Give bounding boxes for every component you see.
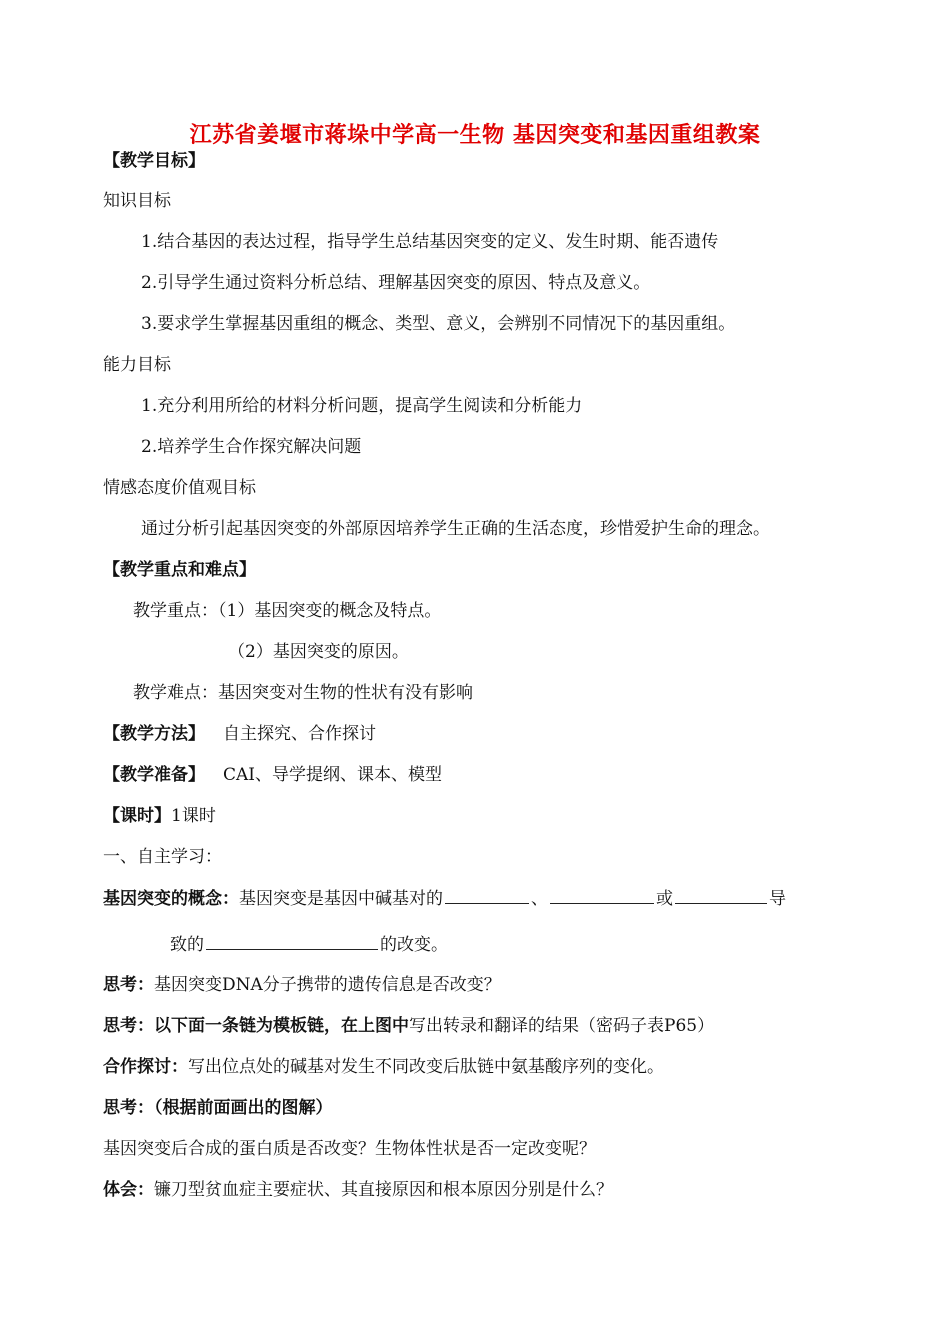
key-item: （1）基因突变的概念及特点。 (218, 601, 442, 621)
knowledge-item: 1.结合基因的表达过程，指导学生总结基因突变的定义、发生时期、能否遗传 (141, 232, 719, 252)
key-item: （2）基因突变的原因。 (228, 642, 409, 662)
fill-blank (675, 887, 767, 904)
fill-blank (445, 887, 529, 904)
knowledge-item: 3.要求学生掌握基因重组的概念、类型、意义，会辨别不同情况下的基因重组。 (141, 314, 736, 334)
think-label: 思考： (103, 975, 154, 995)
hours-text: 1课时 (171, 806, 216, 826)
emotion-text: 通过分析引起基因突变的外部原因培养学生正确的生活态度，珍惜爱护生命的理念。 (141, 519, 770, 539)
feel-text: 镰刀型贫血症主要症状、其直接原因和根本原因分别是什么？ (154, 1180, 613, 1200)
concept-label: 基因突变的概念： (103, 889, 239, 909)
fill-blank (550, 887, 654, 904)
hours-label: 【课时】 (103, 806, 171, 826)
ability-item: 1.充分利用所给的材料分析问题，提高学生阅读和分析能力 (141, 396, 583, 416)
concept-end: 的改变。 (380, 935, 448, 955)
goals-heading: 【教学目标】 (103, 151, 205, 171)
think-row (103, 974, 501, 996)
concept-row (103, 887, 786, 910)
emotion-heading: 情感态度价值观目标 (103, 478, 256, 498)
concept-separator: 或 (656, 889, 673, 909)
think-row (103, 1015, 714, 1037)
key-heading: 【教学重点和难点】 (103, 560, 256, 580)
think-heading: 思考：（根据前面画出的图解） (103, 1098, 333, 1118)
method-text: 自主探究、合作探讨 (223, 724, 376, 744)
concept-row-continued (170, 933, 448, 956)
knowledge-item: 2.引导学生通过资料分析总结、理解基因突变的原因、特点及意义。 (141, 273, 651, 293)
fill-blank (206, 933, 378, 950)
think-label: 思考：以下面一条链为模板链，在上图中 (103, 1016, 409, 1036)
method-row (103, 723, 376, 745)
knowledge-heading: 知识目标 (103, 191, 171, 211)
coop-row (103, 1056, 664, 1078)
coop-label: 合作探讨： (103, 1057, 188, 1077)
coop-text: 写出位点处的碱基对发生不同改变后肽链中氨基酸序列的变化。 (188, 1057, 664, 1077)
prep-label: 【教学准备】 (103, 765, 205, 785)
key-points-row (133, 600, 441, 622)
prep-text: CAI、导学提纲、课本、模型 (223, 765, 442, 785)
feel-label: 体会： (103, 1180, 154, 1200)
think-text: 写出转录和翻译的结果（密码子表P65） (409, 1016, 715, 1036)
difficulty-text: 教学难点：基因突变对生物的性状有没有影响 (133, 683, 473, 703)
prep-row (103, 764, 442, 786)
hours-row (103, 805, 216, 827)
feel-row (103, 1179, 613, 1201)
concept-separator: 、 (531, 889, 548, 909)
document-title: 江苏省姜堰市蒋垛中学高一生物 基因突变和基因重组教案 (189, 123, 761, 148)
key-label: 教学重点： (133, 601, 218, 621)
ability-heading: 能力目标 (103, 355, 171, 375)
concept-end: 导 (769, 889, 786, 909)
method-label: 【教学方法】 (103, 724, 205, 744)
concept-continuation: 致的 (170, 935, 204, 955)
think-text: 基因突变DNA分子携带的遗传信息是否改变？ (154, 975, 501, 995)
question-text: 基因突变后合成的蛋白质是否改变？生物体性状是否一定改变呢？ (103, 1139, 596, 1159)
ability-item: 2.培养学生合作探究解决问题 (141, 437, 362, 457)
section-heading: 一、自主学习： (103, 847, 222, 867)
concept-text: 基因突变是基因中碱基对的 (239, 889, 443, 909)
